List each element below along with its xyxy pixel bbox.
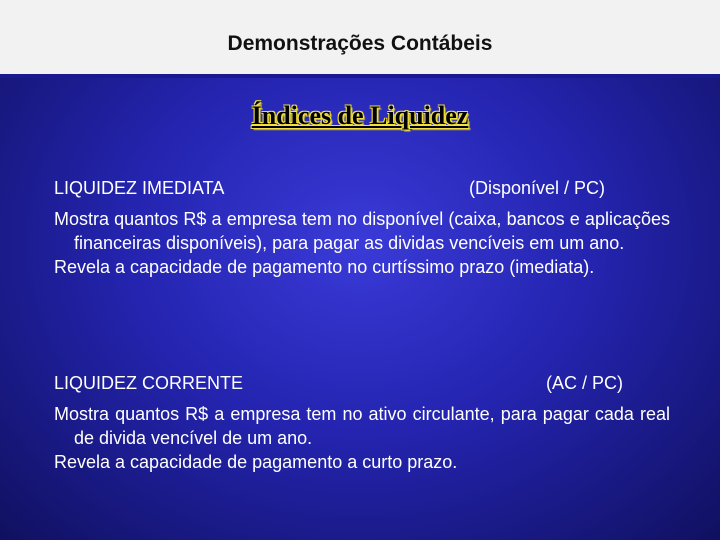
section-label: LIQUIDEZ CORRENTE: [54, 373, 244, 393]
slide-title: Índices de Liquidez: [251, 101, 469, 130]
section-paragraph: Revela a capacidade de pagamento a curto prazo.: [54, 452, 458, 472]
section-liquidez-imediata: [54, 178, 670, 279]
section-paragraph: Revela a capacidade de pagamento no curtíssimo prazo (imediata).: [54, 257, 595, 277]
section-heading: [54, 373, 670, 399]
section-paragraph: Mostra quantos R$ a empresa tem no ativo circulante, para pagar cada real de divida vencível de um ano.: [54, 404, 670, 448]
section-heading: [54, 178, 670, 204]
section-liquidez-corrente: [54, 373, 670, 474]
header-divider: [0, 74, 720, 78]
header-title: Demonstrações Contábeis: [227, 32, 493, 55]
section-paragraph: Mostra quantos R$ a empresa tem no disponível (caixa, bancos e aplicações financeiras disponíveis), para pagar as dividas vencíveis em um ano.: [54, 209, 670, 253]
section-formula: (Disponível / PC): [469, 178, 606, 198]
section-formula: (AC / PC): [546, 373, 624, 393]
section-label: LIQUIDEZ IMEDIATA: [54, 178, 225, 198]
